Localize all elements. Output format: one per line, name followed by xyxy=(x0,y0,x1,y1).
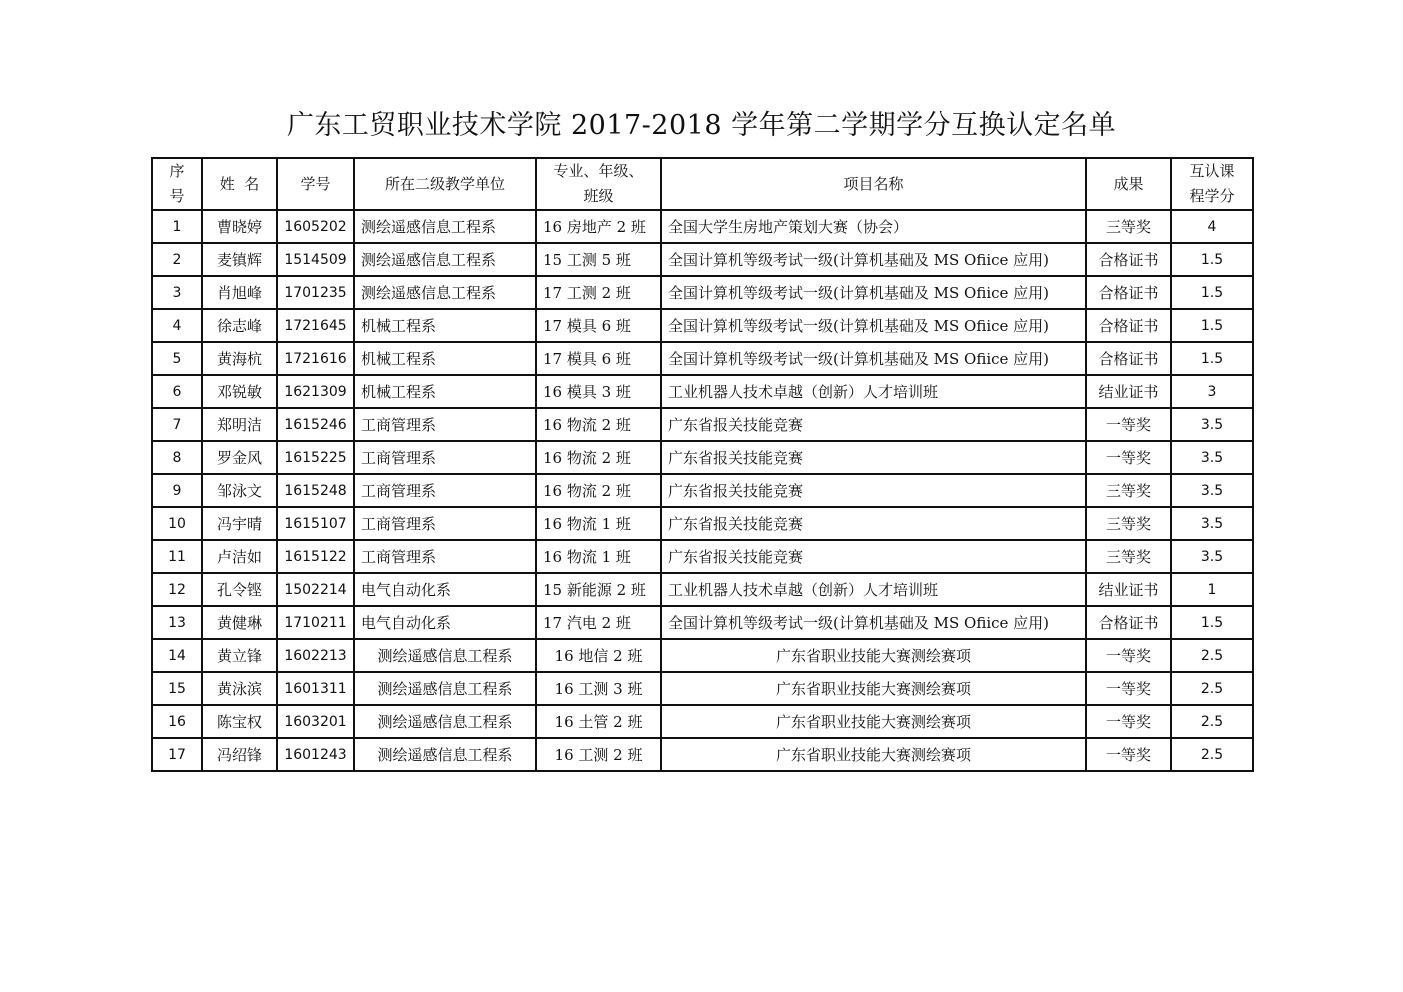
cell-department: 测绘遥感信息工程系 xyxy=(354,738,536,771)
cell-department: 工商管理系 xyxy=(354,441,536,474)
cell-student-id: 1615246 xyxy=(277,408,354,441)
cell-credit: 1.5 xyxy=(1171,243,1253,276)
cell-project: 广东省报关技能竞赛 xyxy=(661,540,1086,573)
cell-project: 全国计算机等级考试一级(计算机基础及 MS Ofiice 应用) xyxy=(661,276,1086,309)
cell-project: 全国计算机等级考试一级(计算机基础及 MS Ofiice 应用) xyxy=(661,342,1086,375)
document-title: 广东工贸职业技术学院 2017-2018 学年第二学期学分互换认定名单 xyxy=(286,110,1117,141)
table-row xyxy=(152,210,1253,243)
cell-seq: 12 xyxy=(152,573,202,606)
cell-credit: 2.5 xyxy=(1171,639,1253,672)
cell-student-id: 1615248 xyxy=(277,474,354,507)
cell-project: 全国计算机等级考试一级(计算机基础及 MS Ofiice 应用) xyxy=(661,606,1086,639)
cell-major-class: 16 物流 2 班 xyxy=(536,474,661,507)
header-seq xyxy=(152,158,202,210)
table-row xyxy=(152,408,1253,441)
cell-department: 测绘遥感信息工程系 xyxy=(354,243,536,276)
cell-seq: 11 xyxy=(152,540,202,573)
cell-major-class: 15 新能源 2 班 xyxy=(536,573,661,606)
cell-name: 冯宇晴 xyxy=(202,507,277,540)
cell-credit: 3.5 xyxy=(1171,441,1253,474)
header-name: 姓 名 xyxy=(202,158,277,210)
cell-result: 三等奖 xyxy=(1086,210,1171,243)
header-major-line2: 班级 xyxy=(583,187,614,205)
cell-seq: 10 xyxy=(152,507,202,540)
table-row xyxy=(152,243,1253,276)
cell-name: 陈宝权 xyxy=(202,705,277,738)
cell-name: 邓锐敏 xyxy=(202,375,277,408)
cell-major-class: 15 工测 5 班 xyxy=(536,243,661,276)
cell-result: 结业证书 xyxy=(1086,573,1171,606)
cell-project: 广东省职业技能大赛测绘赛项 xyxy=(661,738,1086,771)
cell-major-class: 16 物流 1 班 xyxy=(536,507,661,540)
header-student-id: 学号 xyxy=(277,158,354,210)
cell-result: 一等奖 xyxy=(1086,639,1171,672)
cell-student-id: 1615107 xyxy=(277,507,354,540)
cell-name: 徐志峰 xyxy=(202,309,277,342)
cell-credit: 1.5 xyxy=(1171,606,1253,639)
cell-student-id: 1605202 xyxy=(277,210,354,243)
header-seq-line2: 号 xyxy=(169,187,185,205)
cell-department: 电气自动化系 xyxy=(354,606,536,639)
header-major-line1: 专业、年级、 xyxy=(553,162,644,180)
cell-major-class: 16 地信 2 班 xyxy=(536,639,661,672)
cell-student-id: 1502214 xyxy=(277,573,354,606)
cell-seq: 9 xyxy=(152,474,202,507)
cell-credit: 3 xyxy=(1171,375,1253,408)
cell-project: 全国计算机等级考试一级(计算机基础及 MS Ofiice 应用) xyxy=(661,309,1086,342)
cell-student-id: 1721616 xyxy=(277,342,354,375)
cell-student-id: 1721645 xyxy=(277,309,354,342)
cell-major-class: 16 物流 1 班 xyxy=(536,540,661,573)
cell-credit: 1.5 xyxy=(1171,309,1253,342)
header-department: 所在二级教学单位 xyxy=(354,158,536,210)
cell-major-class: 16 工测 3 班 xyxy=(536,672,661,705)
cell-seq: 4 xyxy=(152,309,202,342)
header-seq-line1: 序 xyxy=(169,162,185,180)
cell-credit: 3.5 xyxy=(1171,507,1253,540)
cell-name: 卢洁如 xyxy=(202,540,277,573)
cell-seq: 16 xyxy=(152,705,202,738)
cell-result: 合格证书 xyxy=(1086,243,1171,276)
cell-name: 邹泳文 xyxy=(202,474,277,507)
cell-student-id: 1710211 xyxy=(277,606,354,639)
cell-credit: 2.5 xyxy=(1171,672,1253,705)
cell-seq: 2 xyxy=(152,243,202,276)
cell-seq: 6 xyxy=(152,375,202,408)
table-row xyxy=(152,672,1253,705)
cell-project: 广东省报关技能竞赛 xyxy=(661,408,1086,441)
cell-credit: 1.5 xyxy=(1171,342,1253,375)
cell-project: 广东省报关技能竞赛 xyxy=(661,474,1086,507)
cell-student-id: 1601311 xyxy=(277,672,354,705)
cell-name: 肖旭峰 xyxy=(202,276,277,309)
cell-result: 三等奖 xyxy=(1086,474,1171,507)
cell-result: 结业证书 xyxy=(1086,375,1171,408)
cell-student-id: 1615122 xyxy=(277,540,354,573)
cell-result: 合格证书 xyxy=(1086,342,1171,375)
cell-seq: 15 xyxy=(152,672,202,705)
cell-project: 广东省职业技能大赛测绘赛项 xyxy=(661,705,1086,738)
cell-credit: 1 xyxy=(1171,573,1253,606)
cell-seq: 3 xyxy=(152,276,202,309)
table-row xyxy=(152,507,1253,540)
cell-name: 孔令铿 xyxy=(202,573,277,606)
table-row xyxy=(152,309,1253,342)
header-credit-line1: 互认课 xyxy=(1189,162,1235,180)
header-credit xyxy=(1171,158,1253,210)
header-result: 成果 xyxy=(1086,158,1171,210)
table-row xyxy=(152,606,1253,639)
cell-seq: 7 xyxy=(152,408,202,441)
cell-seq: 5 xyxy=(152,342,202,375)
cell-major-class: 17 模具 6 班 xyxy=(536,342,661,375)
cell-credit: 2.5 xyxy=(1171,705,1253,738)
table-row xyxy=(152,639,1253,672)
cell-major-class: 17 模具 6 班 xyxy=(536,309,661,342)
cell-project: 广东省职业技能大赛测绘赛项 xyxy=(661,639,1086,672)
cell-project: 全国计算机等级考试一级(计算机基础及 MS Ofiice 应用) xyxy=(661,243,1086,276)
cell-result: 一等奖 xyxy=(1086,705,1171,738)
cell-major-class: 16 工测 2 班 xyxy=(536,738,661,771)
cell-result: 一等奖 xyxy=(1086,408,1171,441)
cell-project: 全国大学生房地产策划大赛（协会） xyxy=(661,210,1086,243)
cell-student-id: 1602213 xyxy=(277,639,354,672)
cell-project: 工业机器人技术卓越（创新）人才培训班 xyxy=(661,573,1086,606)
cell-result: 合格证书 xyxy=(1086,309,1171,342)
cell-project: 工业机器人技术卓越（创新）人才培训班 xyxy=(661,375,1086,408)
cell-credit: 2.5 xyxy=(1171,738,1253,771)
cell-name: 黄健琳 xyxy=(202,606,277,639)
cell-major-class: 16 物流 2 班 xyxy=(536,408,661,441)
cell-major-class: 17 工测 2 班 xyxy=(536,276,661,309)
table-row xyxy=(152,738,1253,771)
cell-student-id: 1615225 xyxy=(277,441,354,474)
cell-name: 曹晓婷 xyxy=(202,210,277,243)
cell-seq: 1 xyxy=(152,210,202,243)
cell-department: 机械工程系 xyxy=(354,309,536,342)
table-row xyxy=(152,474,1253,507)
cell-major-class: 16 房地产 2 班 xyxy=(536,210,661,243)
cell-result: 合格证书 xyxy=(1086,606,1171,639)
credit-exchange-table xyxy=(151,157,1254,772)
cell-name: 冯绍锋 xyxy=(202,738,277,771)
table-row xyxy=(152,375,1253,408)
cell-department: 测绘遥感信息工程系 xyxy=(354,276,536,309)
cell-seq: 8 xyxy=(152,441,202,474)
cell-department: 测绘遥感信息工程系 xyxy=(354,672,536,705)
cell-name: 黄立锋 xyxy=(202,639,277,672)
cell-major-class: 16 模具 3 班 xyxy=(536,375,661,408)
cell-student-id: 1701235 xyxy=(277,276,354,309)
cell-name: 麦镇辉 xyxy=(202,243,277,276)
table-row xyxy=(152,540,1253,573)
cell-seq: 17 xyxy=(152,738,202,771)
cell-credit: 3.5 xyxy=(1171,408,1253,441)
cell-result: 三等奖 xyxy=(1086,540,1171,573)
cell-result: 一等奖 xyxy=(1086,441,1171,474)
cell-result: 合格证书 xyxy=(1086,276,1171,309)
table-row xyxy=(152,342,1253,375)
cell-major-class: 16 物流 2 班 xyxy=(536,441,661,474)
cell-project: 广东省职业技能大赛测绘赛项 xyxy=(661,672,1086,705)
table-row xyxy=(152,705,1253,738)
cell-seq: 13 xyxy=(152,606,202,639)
cell-department: 机械工程系 xyxy=(354,375,536,408)
cell-major-class: 16 土管 2 班 xyxy=(536,705,661,738)
cell-result: 一等奖 xyxy=(1086,672,1171,705)
cell-department: 工商管理系 xyxy=(354,474,536,507)
cell-name: 郑明洁 xyxy=(202,408,277,441)
cell-credit: 3.5 xyxy=(1171,540,1253,573)
cell-department: 测绘遥感信息工程系 xyxy=(354,705,536,738)
cell-project: 广东省报关技能竞赛 xyxy=(661,507,1086,540)
cell-department: 工商管理系 xyxy=(354,540,536,573)
header-row xyxy=(152,158,1253,210)
table-row xyxy=(152,276,1253,309)
cell-student-id: 1514509 xyxy=(277,243,354,276)
cell-student-id: 1601243 xyxy=(277,738,354,771)
cell-department: 电气自动化系 xyxy=(354,573,536,606)
cell-department: 工商管理系 xyxy=(354,507,536,540)
cell-project: 广东省报关技能竞赛 xyxy=(661,441,1086,474)
cell-department: 测绘遥感信息工程系 xyxy=(354,210,536,243)
cell-department: 测绘遥感信息工程系 xyxy=(354,639,536,672)
header-project: 项目名称 xyxy=(661,158,1086,210)
cell-credit: 3.5 xyxy=(1171,474,1253,507)
cell-department: 机械工程系 xyxy=(354,342,536,375)
cell-result: 一等奖 xyxy=(1086,738,1171,771)
header-major-class xyxy=(536,158,661,210)
table-row xyxy=(152,441,1253,474)
cell-name: 黄海杭 xyxy=(202,342,277,375)
cell-department: 工商管理系 xyxy=(354,408,536,441)
cell-seq: 14 xyxy=(152,639,202,672)
cell-name: 黄泳滨 xyxy=(202,672,277,705)
cell-name: 罗金风 xyxy=(202,441,277,474)
cell-result: 三等奖 xyxy=(1086,507,1171,540)
cell-student-id: 1621309 xyxy=(277,375,354,408)
cell-credit: 1.5 xyxy=(1171,276,1253,309)
header-credit-line2: 程学分 xyxy=(1189,187,1235,205)
cell-credit: 4 xyxy=(1171,210,1253,243)
table-row xyxy=(152,573,1253,606)
cell-major-class: 17 汽电 2 班 xyxy=(536,606,661,639)
cell-student-id: 1603201 xyxy=(277,705,354,738)
